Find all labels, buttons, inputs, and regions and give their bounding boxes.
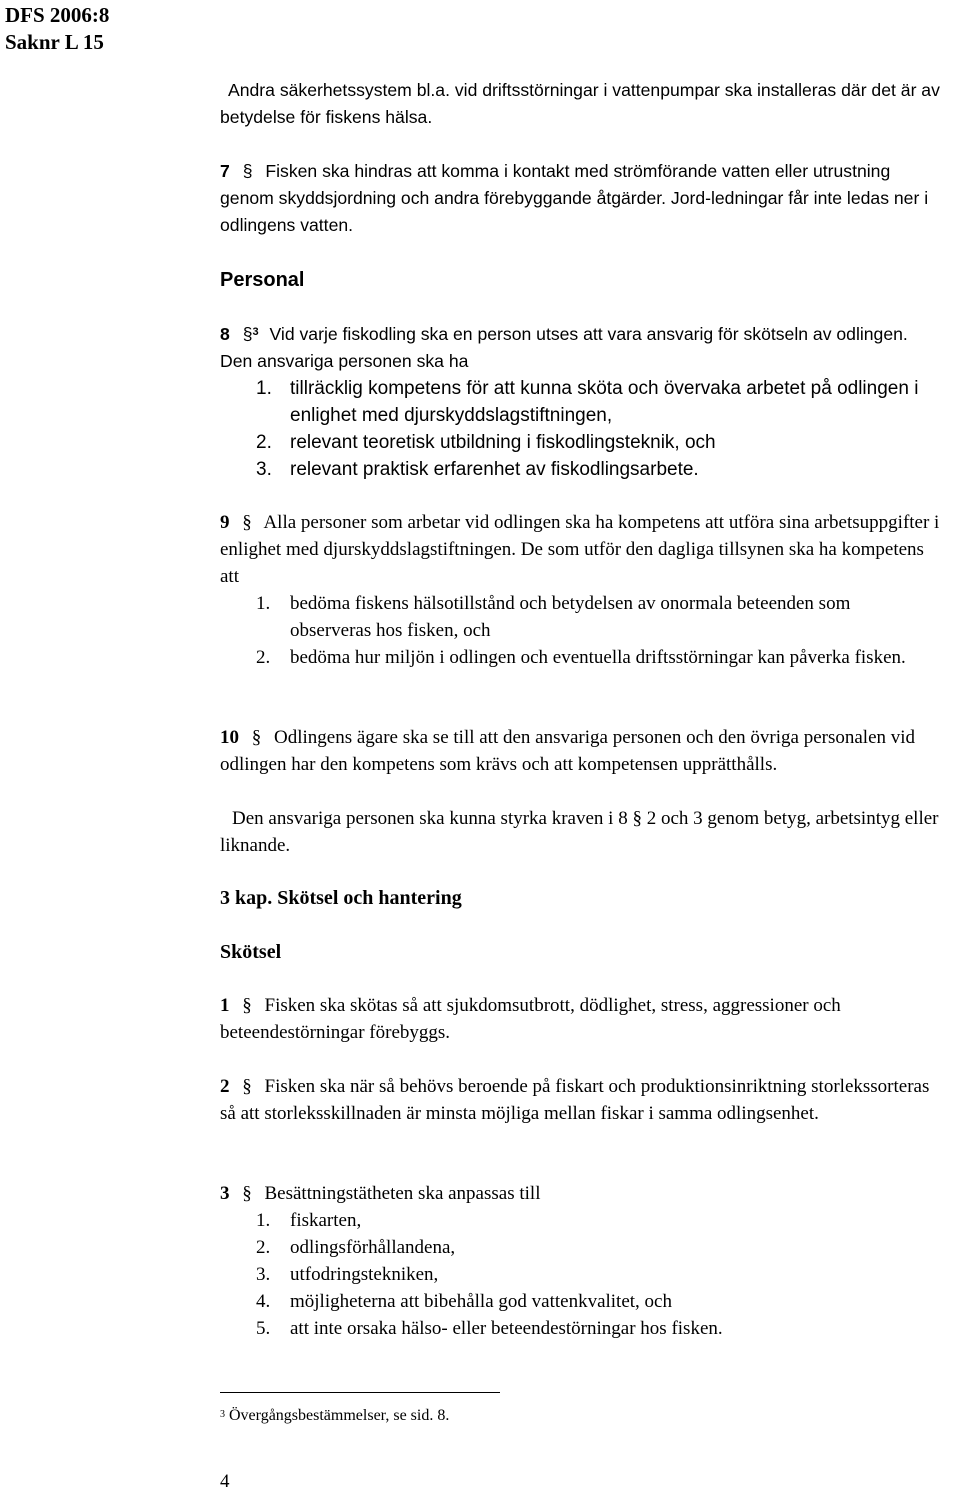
section-text: Fisken ska när så behövs beroende på fiskart och produktionsinriktning storlekssorteras så att storleksskillnaden är minsta möjliga mellan fiskar i samma odlingsenhet. — [220, 1076, 930, 1124]
header-doc-id: DFS 2006:8 — [5, 3, 110, 27]
footnote-number: 3 — [220, 1409, 225, 1420]
section-10-number: 10 — [220, 727, 239, 748]
section-number: 2 — [220, 1076, 230, 1097]
section-symbol: § — [242, 1183, 252, 1204]
heading-personal: Personal — [220, 269, 305, 291]
section-symbol: § — [242, 1076, 252, 1097]
footnote — [220, 1405, 449, 1427]
section-symbol: § — [242, 512, 252, 533]
section-9 — [220, 509, 940, 590]
list-item: 1. fiskarten, — [256, 1210, 362, 1231]
heading-skotsel: Skötsel — [220, 941, 282, 963]
list-item: 4. möjligheterna att bibehålla god vattenkvalitet, och — [256, 1291, 672, 1312]
list-item: 3. relevant praktisk erfarenhet av fiskodlingsarbete. — [256, 459, 699, 480]
section-8 — [220, 321, 940, 375]
section-symbol: § — [242, 161, 253, 181]
section-10-second-paragraph: Den ansvariga personen ska kunna styrka kraven i 8 § 2 och 3 genom betyg, arbetsintyg eller liknande. — [220, 808, 939, 856]
footnote-text: Övergångsbestämmelser, se sid. 8. — [229, 1407, 450, 1424]
section-number: 3 — [220, 1183, 230, 1204]
chapter-3-section-3-list — [256, 1207, 936, 1342]
section-8-number: 8 — [220, 324, 230, 344]
section-7-number: 7 — [220, 161, 230, 181]
chapter-heading: 3 kap. Skötsel och hantering — [220, 887, 462, 909]
list-item: 1. bedöma fiskens hälsotillstånd och betydelsen av onormala beteenden som observeras hos fisken, och — [256, 593, 851, 641]
footnote-ref: 3 — [252, 326, 259, 338]
chapter-3-section-1 — [220, 992, 940, 1046]
section-7-text: Fisken ska hindras att komma i kontakt med strömförande vatten eller utrustning genom skyddsjordning och andra förebyggande åtgärder. Jord-ledningar får inte ledas ner i odlingens vatten. — [220, 161, 929, 235]
list-item: 2. odlingsförhållandena, — [256, 1237, 456, 1258]
section-number: 1 — [220, 995, 230, 1016]
list-item: 3. utfodringstekniken, — [256, 1264, 439, 1285]
section-7 — [220, 158, 940, 239]
page-number: 4 — [220, 1471, 230, 1492]
section-text: Fisken ska skötas så att sjukdomsutbrott, dödlighet, stress, aggressioner och beteendestörningar förebyggs. — [220, 995, 841, 1043]
chapter-3-section-2 — [220, 1073, 940, 1127]
paragraph-6-continuation: Andra säkerhetssystem bl.a. vid driftsstörningar i vattenpumpar ska installeras där det är av betydelse för fiskens hälsa. — [220, 80, 940, 127]
section-8-text: Vid varje fiskodling ska en person utses att vara ansvarig för skötseln av odlingen. Den ansvariga personen ska ha — [220, 324, 908, 371]
section-text: Besättningstätheten ska anpassas till — [264, 1183, 541, 1204]
section-9-list — [256, 590, 936, 671]
list-item: 2. relevant teoretisk utbildning i fiskodlingsteknik, och — [256, 432, 716, 453]
document-header — [5, 2, 109, 56]
footnote-separator — [220, 1392, 500, 1393]
list-item: 1. tillräcklig kompetens för att kunna sköta och övervaka arbetet på odlingen i enlighet med djurskyddslagstiftningen, — [256, 378, 919, 426]
section-10-text: Odlingens ägare ska se till att den ansvariga personen och den övriga personalen vid odlingen har den kompetens som krävs och att kompetensen upprätthålls. — [220, 727, 916, 775]
header-saknr: Saknr L 15 — [5, 30, 104, 54]
section-symbol: § — [242, 324, 253, 344]
section-10 — [220, 724, 940, 778]
chapter-3-section-3 — [220, 1180, 940, 1207]
section-8-list — [256, 375, 936, 483]
list-item: 5. att inte orsaka hälso- eller beteendestörningar hos fisken. — [256, 1318, 723, 1339]
list-item: 2. bedöma hur miljön i odlingen och eventuella driftsstörningar kan påverka fisken. — [256, 647, 906, 668]
section-9-number: 9 — [220, 512, 230, 533]
section-9-text: Alla personer som arbetar vid odlingen ska ha kompetens att utföra sina arbetsuppgifter i enlighet med djurskyddslagstiftningen. De som utför den dagliga tillsynen ska ha kompetens att — [220, 512, 940, 587]
section-symbol: § — [251, 727, 262, 748]
section-symbol: § — [242, 995, 252, 1016]
